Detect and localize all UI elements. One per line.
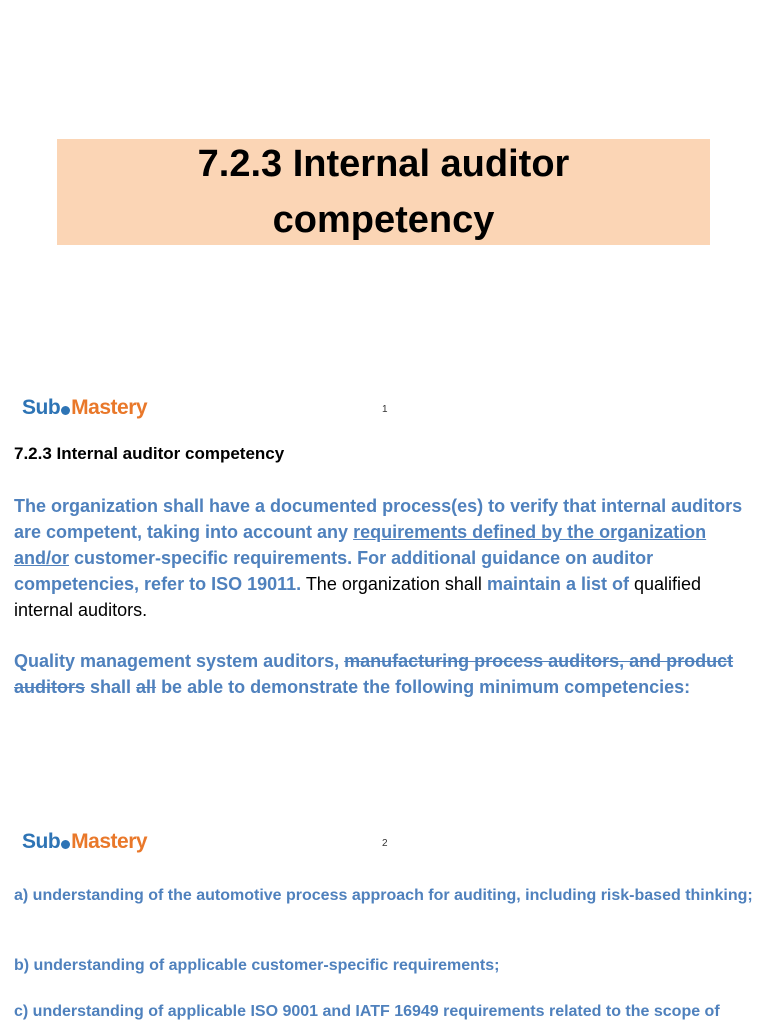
- logo-dot-icon: [61, 840, 70, 849]
- list-item: a) understanding of the automotive process approach for auditing, including risk-based thinking;: [14, 887, 753, 904]
- list-item: c) understanding of applicable ISO 9001 and IATF 16949 requirements related to the scope of: [14, 1003, 720, 1020]
- section-heading: 7.2.3 Internal auditor competency: [14, 444, 285, 463]
- page-number: 2: [382, 838, 388, 849]
- underlined-text: requirements defined by the organization and/or: [14, 522, 707, 568]
- logo-dot-icon: [61, 406, 70, 415]
- title-banner: [57, 139, 710, 245]
- struck-text: all: [136, 677, 157, 697]
- competency-paragraph: Quality management system auditors, manufacturing process auditors, and product auditors shall all be able to demonstrate the following minimum competencies:: [14, 651, 734, 697]
- submastery-logo: Sub Mastery: [22, 396, 148, 419]
- list-item: b) understanding of applicable customer-specific requirements;: [14, 957, 500, 974]
- slide-title: 7.2.3 Internal auditor competency: [197, 143, 570, 241]
- struck-text: manufacturing process auditors, and product auditors: [14, 651, 734, 697]
- page-number: 1: [382, 404, 388, 415]
- submastery-logo: Sub Mastery: [22, 830, 148, 853]
- requirement-paragraph: The organization shall have a documented process(es) to verify that internal auditors are competent, taking into account any requirements defined by the organization and/or customer-specific requirements. For additional guidance on auditor competencies, refer to ISO 19011. The organization shall maintain a list of qualified internal auditors.: [14, 496, 743, 620]
